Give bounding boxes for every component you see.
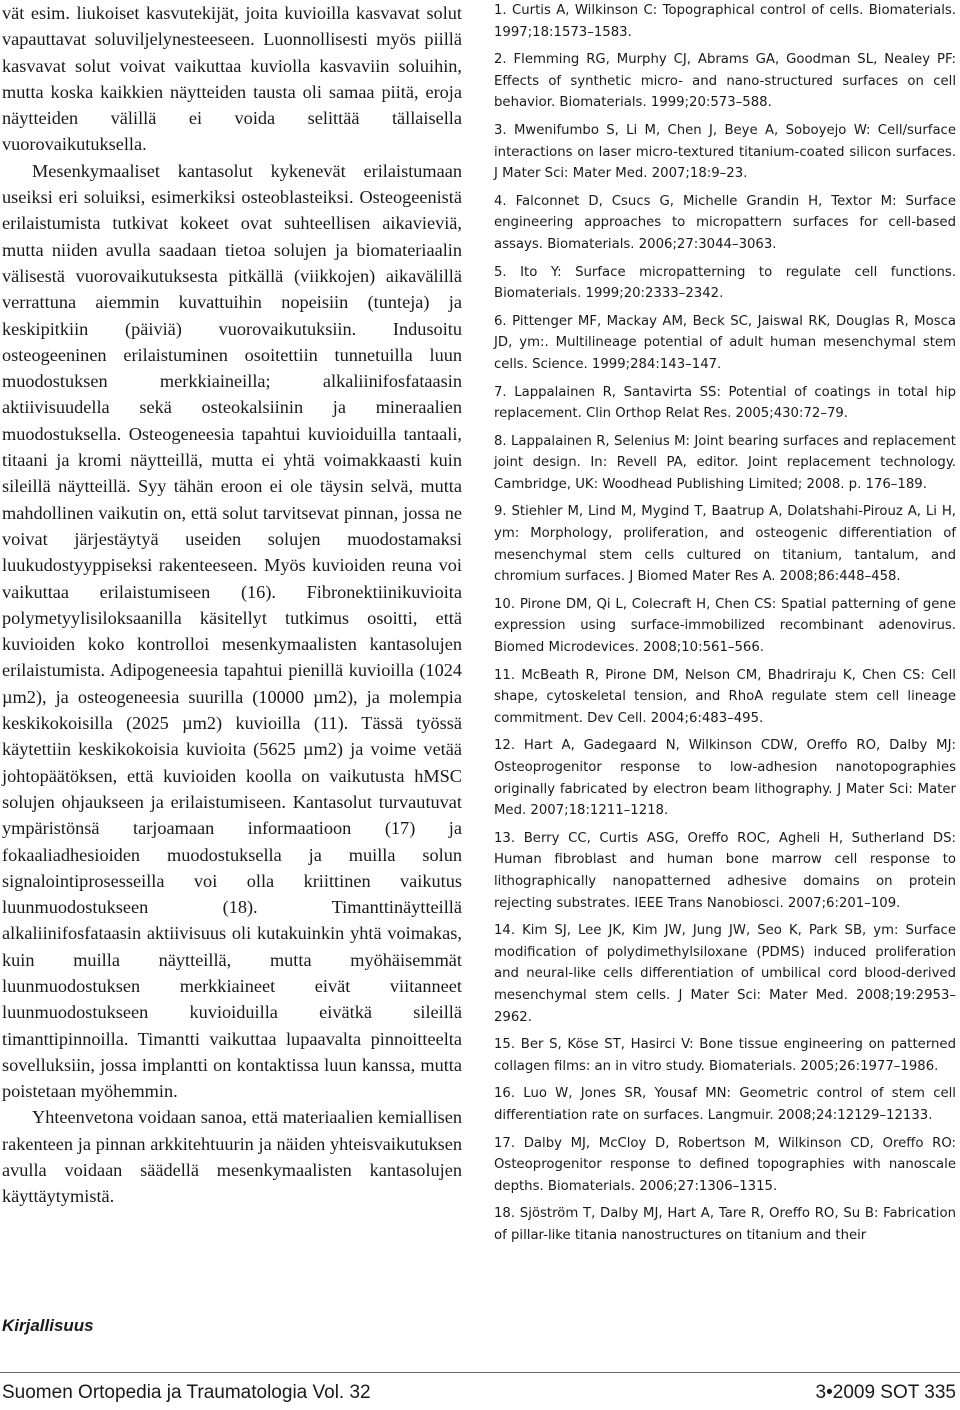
reference-item: 1. Curtis A, Wilkinson C: Topographical control of cells. Biomaterials. 1997;18:1573–1583. [494, 3, 956, 40]
reference-item: 7. Lappalainen R, Santavirta SS: Potential of coatings in total hip replacement. Clin Orthop Relat Res. 2005;430:72–79. [494, 384, 956, 422]
references-heading: Kirjallisuus [2, 1316, 94, 1335]
reference-item: 18. Sjöström T, Dalby MJ, Hart A, Tare R, Oreffo RO, Su B: Fabrication of pillar-like titania nanostructures on titanium and their [494, 1206, 956, 1243]
reference-item: 11. McBeath R, Pirone DM, Nelson CM, Bhadriraju K, Chen CS: Cell shape, cytoskeletal tension, and RhoA regulate stem cell lineage commitment. Dev Cell. 2004;6:483–495. [494, 667, 956, 726]
reference-item: 5. Ito Y: Surface micropatterning to regulate cell functions. Biomaterials. 1999;20:2333–2342. [494, 264, 956, 302]
reference-item: 13. Berry CC, Curtis ASG, Oreffo ROC, Agheli H, Sutherland DS: Human fibroblast and human bone marrow cell response to lithographically nanopatterned adhesive domains on protein rejecting substrates. IEEE Trans Nanobiosci. 2007;6:201–109. [494, 830, 956, 911]
reference-list [494, 0, 956, 1246]
reference-item: 10. Pirone DM, Qi L, Colecraft H, Chen CS: Spatial patterning of gene expression using surface-immobilized recombinant adenovirus. Biomed Microdevices. 2008;10:561–566. [494, 596, 956, 656]
issue-page-number: 3•2009 SOT 335 [815, 1382, 956, 1403]
page-footer [0, 1380, 958, 1408]
body-paragraph: vät esim. liukoiset kasvutekijät, joita kuvioilla kasvavat solut vapauttavat soluviljelynesteeseen. Luonnollisesti myös piillä kasvavat solut voivat vaikuttaa kuviolla kasvaviin soluihin, mutta koska kaikkien näytteiden tausta oli samaa piitä, eroja näytteiden välillä ei voida selittää tällaisella vuorovaikutuksella. [2, 3, 462, 155]
body-paragraph: Yhteenvetona voidaan sanoa, että materiaalien kemiallisen rakenteen ja pinnan arkkitehtuurin ja näiden yhteisvaikutuksen avulla voidaan säädellä mesenkymaalisten kantasolujen käyttäytymistä. [2, 1107, 462, 1207]
body-text-column [2, 0, 462, 1210]
reference-item: 17. Dalby MJ, McCloy D, Robertson M, Wilkinson CD, Oreffo RO: Osteoprogenitor response to defined topographies with nanoscale depths. Biomaterials. 2006;27:1306–1315. [494, 1135, 956, 1194]
reference-item: 4. Falconnet D, Csucs G, Michelle Grandin H, Textor M: Surface engineering approaches to micropattern surfaces for cell-based assays. Biomaterials. 2006;27:3044–3063. [494, 193, 956, 252]
footer-divider [0, 1372, 960, 1373]
reference-item: 12. Hart A, Gadegaard N, Wilkinson CDW, Oreffo RO, Dalby MJ: Osteoprogenitor response to low-adhesion nanotopographies originally fabricated by electron beam lithography. J Mater Sci: Mater Med. 2007;18:1211–1218. [494, 738, 956, 819]
reference-item: 3. Mwenifumbo S, Li M, Chen J, Beye A, Soboyejo W: Cell/surface interactions on laser micro-textured titanium-coated silicon surfaces. J Mater Sci: Mater Med. 2007;18:9–23. [494, 122, 956, 182]
reference-item: 16. Luo W, Jones SR, Yousaf MN: Geometric control of stem cell differentiation rate on surfaces. Langmuir. 2008;24:12129–12133. [494, 1086, 956, 1123]
reference-item: 9. Stiehler M, Lind M, Mygind T, Baatrup A, Dolatshahi-Pirouz A, Li H, ym: Morphology, proliferation, and osteogenic differentiation of mesenchymal stem cells cultured on titanium, tantalum, and chromium surfaces. J Biomed Mater Res A. 2008;86:448–458. [494, 504, 956, 585]
reference-item: 8. Lappalainen R, Selenius M: Joint bearing surfaces and replacement joint design. In: Revell PA, editor. Joint replacement technology. Cambridge, UK: Woodhead Publishing Limited; 2008. p. 176–189. [494, 433, 956, 492]
references-column [494, 0, 956, 1252]
body-paragraph: Mesenkymaaliset kantasolut kykenevät erilaistumaan useiksi eri soluiksi, esimerkiksi osteoblasteiksi. Osteogeenistä erilaistumista tutkivat kokeet ovat suhteellisen aikavieviä, mutta niiden avulla saadaan tietoa solujen ja biomateriaalin välisestä vuorovaikutuksesta pitkällä (viikkojen) aikavälillä verrattuna aiemmin kuvattuihin nopeisiin (tunteja) ja keskipitkiin (päiviä) vuorovaikutuksiin. Indusoitu osteogeeninen erilaistuminen osoitettiin tunnetuilla luun muodostuksen merkkiaineilla; alkaliinifosfataasin aktiivisuudella sekä osteokalsiinin ja mineraalien muodostuksella. Osteogeneesia tapahtui kuvioiduilla tantaali, titaani ja kromi näytteillä, mutta ei yhtä voimakkaasti kuin sileillä näytteillä. Syy tähän eroon ei ole täysin selvä, mutta mahdollinen vaikutin on, että solut tarvitsevat pinnan, jossa ne voivat järjestäytyä useiden solujen muodostamaksi luukudostyyppiseksi rakenteeseen. Myös kuvioiden reuna voi vaikuttaa erilaistumiseen (16). Fibronektiinikuvioita polymetyylisiloksaanilla käsitellyt tutkimus osoitti, että kuvioiden koko kontrolloi mesenkymaalisten kantasolujen erilaistumista. Adipogeneesia tapahtui pienillä kuvioilla (1024 µm2), ja osteogeneesia suurilla (10000 µm2), ja molempia keskikokoisilla (2025 µm2) kuvioilla (11). Tässä työssä käytettiin keskikokoisia kuvioita (5625 µm2) ja voime vetää johtopäätöksen, että kuvioiden koolla on vaikutusta hMSC solujen ohjaukseen ja erilaistumiseen. Kantasolut turvautuvat ympäristönsä tarjoamaan informaatioon (17) ja fokaaliadhesioiden muodostuksella ja muilla solun signalointiprosesseilla voi olla kriittinen vaikutus luunmuodostukseen (18). Timanttinäytteillä alkaliinifosfataasin aktiivisuus oli kutakuinkin yhtä voimakas, kuin muilla näytteillä, mutta myöhäisemmät luunmuodostuksen merkkiaineet eivät viitanneet luunmuodostukseen kuvioiduilla eivätkä sileillä timanttipinnoilla. Timantti vaikuttaa lupaavalta pinnoitteelta sovelluksiin, jossa implantti on kontaktissa luun kanssa, mutta poistetaan myöhemmin. [2, 160, 462, 1102]
journal-name: Suomen Ortopedia ja Traumatologia Vol. 32 [2, 1382, 371, 1403]
reference-item: 15. Ber S, Köse ST, Hasirci V: Bone tissue engineering on patterned collagen films: an in vitro study. Biomaterials. 2005;26:1977–1986. [494, 1037, 956, 1074]
reference-item: 2. Flemming RG, Murphy CJ, Abrams GA, Goodman SL, Nealey PF: Effects of synthetic micro- and nano-structured surfaces on cell behavior. Biomaterials. 1999;20:573–588. [494, 52, 956, 111]
reference-item: 6. Pittenger MF, Mackay AM, Beck SC, Jaiswal RK, Douglas R, Mosca JD, ym:. Multilineage potential of adult human mesenchymal stem cells. Science. 1999;284:143–147. [494, 313, 956, 372]
reference-item: 14. Kim SJ, Lee JK, Kim JW, Jung JW, Seo K, Park SB, ym: Surface modification of polydimethylsiloxane (PDMS) induced proliferation and neural-like cells differentiation of umbilical cord blood-derived mesenchymal stem cells. J Mater Sci: Mater Med. 2008;19:2953–2962. [494, 923, 956, 1025]
